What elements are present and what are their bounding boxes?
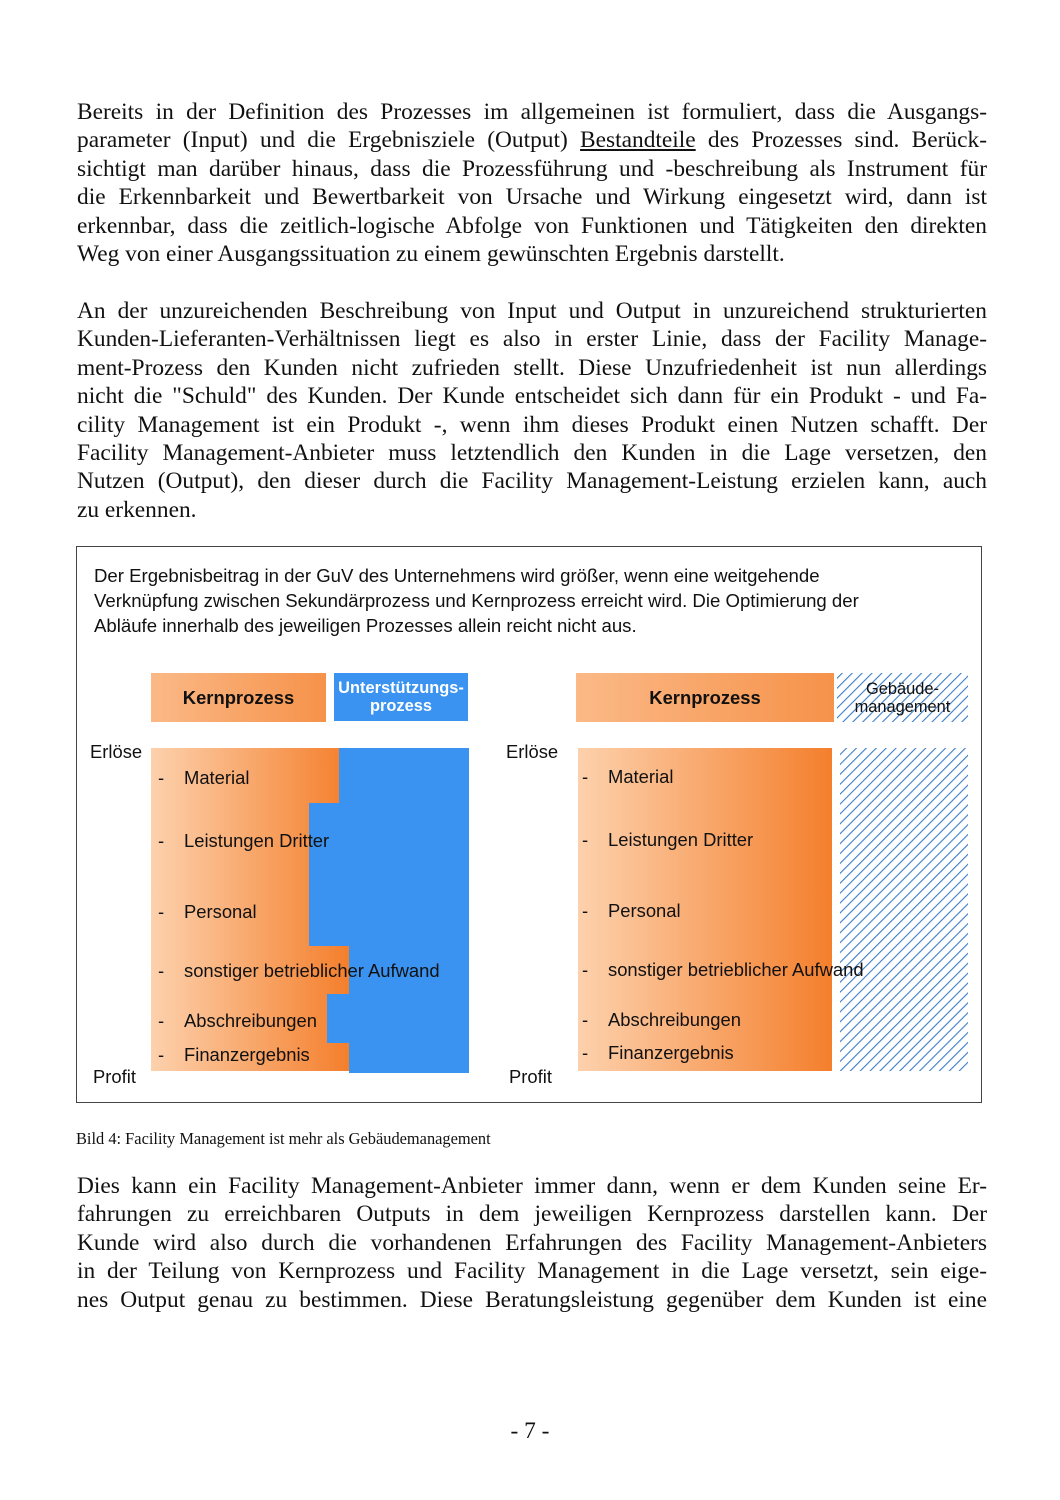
right-cost-item [582, 768, 673, 786]
left-support-header [334, 673, 468, 721]
paragraph-line: sichtigt man darüber hinaus, dass die Prozessführung und -beschreibung als Instrument für [77, 155, 987, 182]
figure-statement-line: Der Ergebnisbeitrag in der GuV des Unternehmens wird größer, wenn eine weitgehende [94, 565, 820, 586]
left-cost-item [158, 832, 329, 850]
figure-statement-line: Abläufe innerhalb des jeweiligen Prozesses allein reicht nicht aus. [94, 615, 637, 636]
item-dash: - [582, 766, 589, 787]
figure-caption: Bild 4: Facility Management ist mehr als Gebäudemanagement [76, 1129, 491, 1148]
item-label: Finanzergebnis [184, 1044, 310, 1065]
left-core-header: Kernprozess [182, 686, 295, 708]
paragraph-line: cility Management ist ein Produkt -, wenn ihm dieses Produkt einen Nutzen schafft. Der [77, 411, 987, 438]
paragraph-line: Dies kann ein Facility Management-Anbieter immer dann, wenn er dem Kunden seine Er- [77, 1173, 987, 1199]
page-number: - 7 - [510, 1418, 550, 1444]
left-cost-item [158, 903, 257, 921]
support-header-line: prozess [370, 697, 432, 715]
item-label: Leistungen Dritter [608, 829, 754, 850]
item-label: Personal [608, 900, 681, 921]
left-profit-label: Profit [93, 1066, 136, 1087]
item-dash: - [158, 960, 165, 981]
paragraph-line: ment-Prozess den Kunden nicht zufrieden stellt. Diese Unzufriedenheit ist nun allerdings [77, 354, 987, 381]
paragraph-line: An der unzureichenden Beschreibung von Input und Output in unzureichend strukturierten [77, 298, 987, 324]
paragraph-line: Weg von einer Ausgangssituation zu einem gewünschten Ergebnis darstellt. [77, 241, 785, 268]
item-dash: - [158, 1044, 165, 1065]
left-cost-item [158, 1046, 310, 1064]
paragraph-line: Facility Management-Anbieter muss letztendlich den Kunden in die Lage versetzen, den [77, 440, 987, 467]
item-label: sonstiger betrieblicher Aufwand [184, 960, 440, 981]
paragraph-line: die Erkennbarkeit und Bewertbarkeit von Ursache und Wirkung eingesetzt wird, dann ist [77, 184, 987, 211]
right-revenue-label: Erlöse [506, 741, 559, 762]
right-cost-item [582, 961, 864, 979]
item-dash: - [582, 900, 589, 921]
left-cost-item [158, 1012, 317, 1030]
building-header-line: management [854, 697, 951, 716]
item-dash: - [582, 829, 589, 850]
left-cost-item [158, 769, 249, 787]
paragraph-line: Kunde wird also durch die vorhandenen Erfahrungen des Facility Management-Anbieters [77, 1229, 987, 1256]
paragraph-line: Kunden-Lieferanten-Verhältnissen liegt es also in erster Linie, dass der Facility Manage- [77, 326, 987, 353]
support-header-line: Unterstützungs- [338, 679, 464, 697]
paragraph-line: Bereits in der Definition des Prozesses im allgemeinen ist formuliert, dass die Ausgangs- [77, 99, 987, 125]
right-cost-item [582, 1044, 734, 1062]
paragraph-line: erkennbar, dass die zeitlich-logische Abfolge von Funktionen und Tätigkeiten den direkten [77, 212, 987, 239]
right-cost-item [582, 831, 753, 849]
paragraph-line: Nutzen (Output), den dieser durch die Facility Management-Leistung erzielen kann, auch [77, 468, 987, 495]
left-cost-item [158, 962, 440, 980]
right-cost-item [582, 1011, 741, 1029]
item-dash: - [582, 1042, 589, 1063]
item-label: Abschreibungen [184, 1010, 317, 1031]
item-dash: - [158, 767, 165, 788]
building-header-line: Gebäude- [866, 679, 939, 698]
paragraph-line: fahrungen zu erreichbaren Outputs in dem jeweiligen Kernprozess darstellen kann. Der [77, 1201, 987, 1228]
right-building-header [837, 673, 968, 722]
figure-statement-line: Verknüpfung zwischen Sekundärprozess und Kernprozess erreicht wird. Die Optimierung der [94, 590, 859, 611]
item-dash: - [582, 1009, 589, 1030]
item-label: Abschreibungen [608, 1009, 741, 1030]
item-label: Material [184, 767, 250, 788]
item-label: Material [608, 766, 674, 787]
right-profit-label: Profit [509, 1066, 552, 1087]
underlined-word: Bestandteile [580, 127, 696, 154]
paragraph-line: in der Teilung von Kernprozess und Facility Management in die Lage versetzt, sein eige- [77, 1258, 987, 1285]
line-segment: des Prozesses sind. Berück- [695, 127, 987, 154]
paragraph-line: nicht die "Schuld" des Kunden. Der Kunde entscheidet sich dann für ein Produkt - und Fa- [77, 383, 987, 410]
item-dash: - [582, 959, 589, 980]
item-dash: - [158, 830, 165, 851]
item-label: Leistungen Dritter [184, 830, 330, 851]
item-label: Personal [184, 901, 257, 922]
right-building-body [840, 748, 968, 1071]
paragraph-line: zu erkennen. [77, 496, 197, 523]
line-segment: parameter (Input) und die Ergebnisziele (Output) [77, 127, 581, 154]
paragraph-line: nes Output genau zu bestimmen. Diese Beratungsleistung gegenüber dem Kunden ist eine [77, 1286, 987, 1313]
right-core-header: Kernprozess [649, 686, 761, 708]
item-dash: - [158, 901, 165, 922]
item-label: Finanzergebnis [608, 1042, 734, 1063]
left-revenue-label: Erlöse [90, 741, 143, 762]
item-label: sonstiger betrieblicher Aufwand [608, 959, 864, 980]
paragraph-3 [77, 1172, 987, 1314]
right-cost-item [582, 902, 681, 920]
item-dash: - [158, 1010, 165, 1031]
